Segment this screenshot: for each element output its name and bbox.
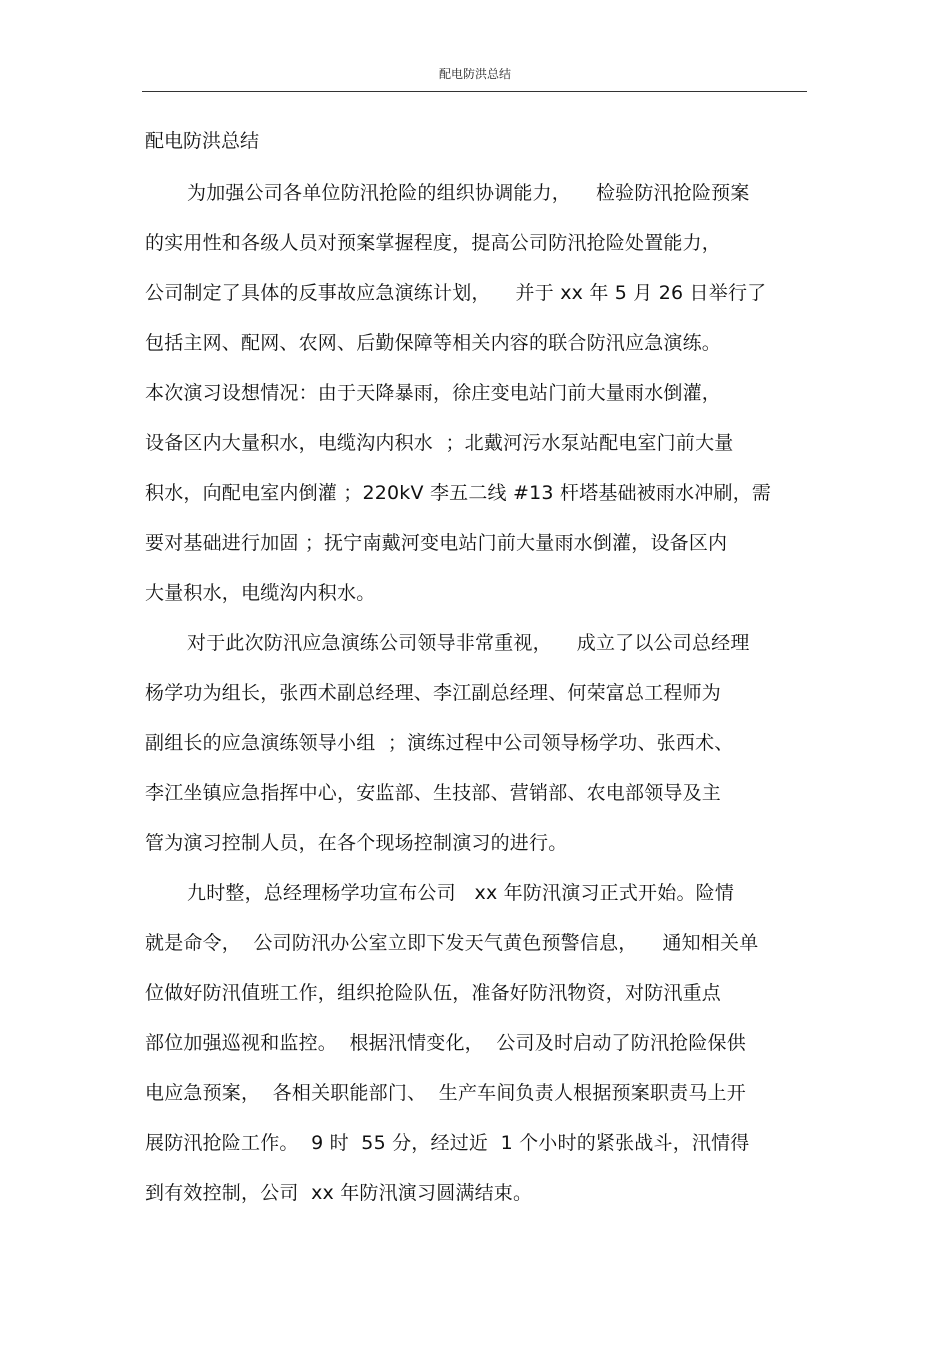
paragraph-1-line: 本次演习设想情况：由于天降暴雨，徐庄变电站门前大量雨水倒灌， <box>145 382 722 404</box>
paragraph-3-line: 九时整，总经理杨学功宣布公司 xx 年防汛演习正式开始。险情 <box>187 882 735 904</box>
paragraph-3-line: 就是命令， 公司防汛办公室立即下发天气黄色预警信息， 通知相关单 <box>145 932 759 954</box>
paragraph-3-line: 展防汛抢险工作。 9 时 55 分，经过近 1 个小时的紧张战斗，汛情得 <box>145 1132 750 1154</box>
paragraph-1-line: 为加强公司各单位防汛抢险的组织协调能力， 检验防汛抢险预案 <box>187 182 750 204</box>
paragraph-3-line: 位做好防汛值班工作，组织抢险队伍，准备好防汛物资，对防汛重点 <box>145 982 722 1004</box>
document-body <box>145 173 815 1223</box>
paragraph-1-line: 要对基础进行加固 ；抚宁南戴河变电站门前大量雨水倒灌，设备区内 <box>145 532 728 554</box>
paragraph-2-line: 副组长的应急演练领导小组 ；演练过程中公司领导杨学功、张西术、 <box>145 732 734 754</box>
paragraph-3-line: 到有效控制，公司 xx 年防汛演习圆满结束。 <box>145 1182 533 1204</box>
paragraph-1-line: 设备区内大量积水，电缆沟内积水 ；北戴河污水泵站配电室门前大量 <box>145 432 734 454</box>
paragraph-2-line: 杨学功为组长，张西术副总经理、李江副总经理、何荣富总工程师为 <box>145 682 722 704</box>
paragraph-1-line: 包括主网、配网、农网、后勤保障等相关内容的联合防汛应急演练。 <box>145 332 722 354</box>
document-title: 配电防洪总结 <box>145 130 260 152</box>
running-header: 配电防洪总结 <box>438 67 511 81</box>
paragraph-2-line: 对于此次防汛应急演练公司领导非常重视， 成立了以公司总经理 <box>187 632 750 654</box>
paragraph-1-line: 积水，向配电室内倒灌 ；220kV 李五二线 #13 杆塔基础被雨水冲刷，需 <box>145 482 772 504</box>
paragraph-2-line: 李江坐镇应急指挥中心，安监部、生技部、营销部、农电部领导及主 <box>145 782 722 804</box>
paragraph-1-line: 的实用性和各级人员对预案掌握程度，提高公司防汛抢险处置能力， <box>145 232 722 254</box>
paragraph-3-line: 部位加强巡视和监控。 根据汛情变化， 公司及时启动了防汛抢险保供 <box>145 1032 746 1054</box>
header-rule <box>142 91 807 92</box>
paragraph-3-line: 电应急预案， 各相关职能部门、 生产车间负责人根据预案职责马上开 <box>145 1082 746 1104</box>
paragraph-1-line: 公司制定了具体的反事故应急演练计划， 并于 xx 年 5 月 26 日举行了 <box>145 282 767 304</box>
paragraph-1-line: 大量积水，电缆沟内积水。 <box>145 582 376 604</box>
paragraph-2-line: 管为演习控制人员，在各个现场控制演习的进行。 <box>145 832 568 854</box>
